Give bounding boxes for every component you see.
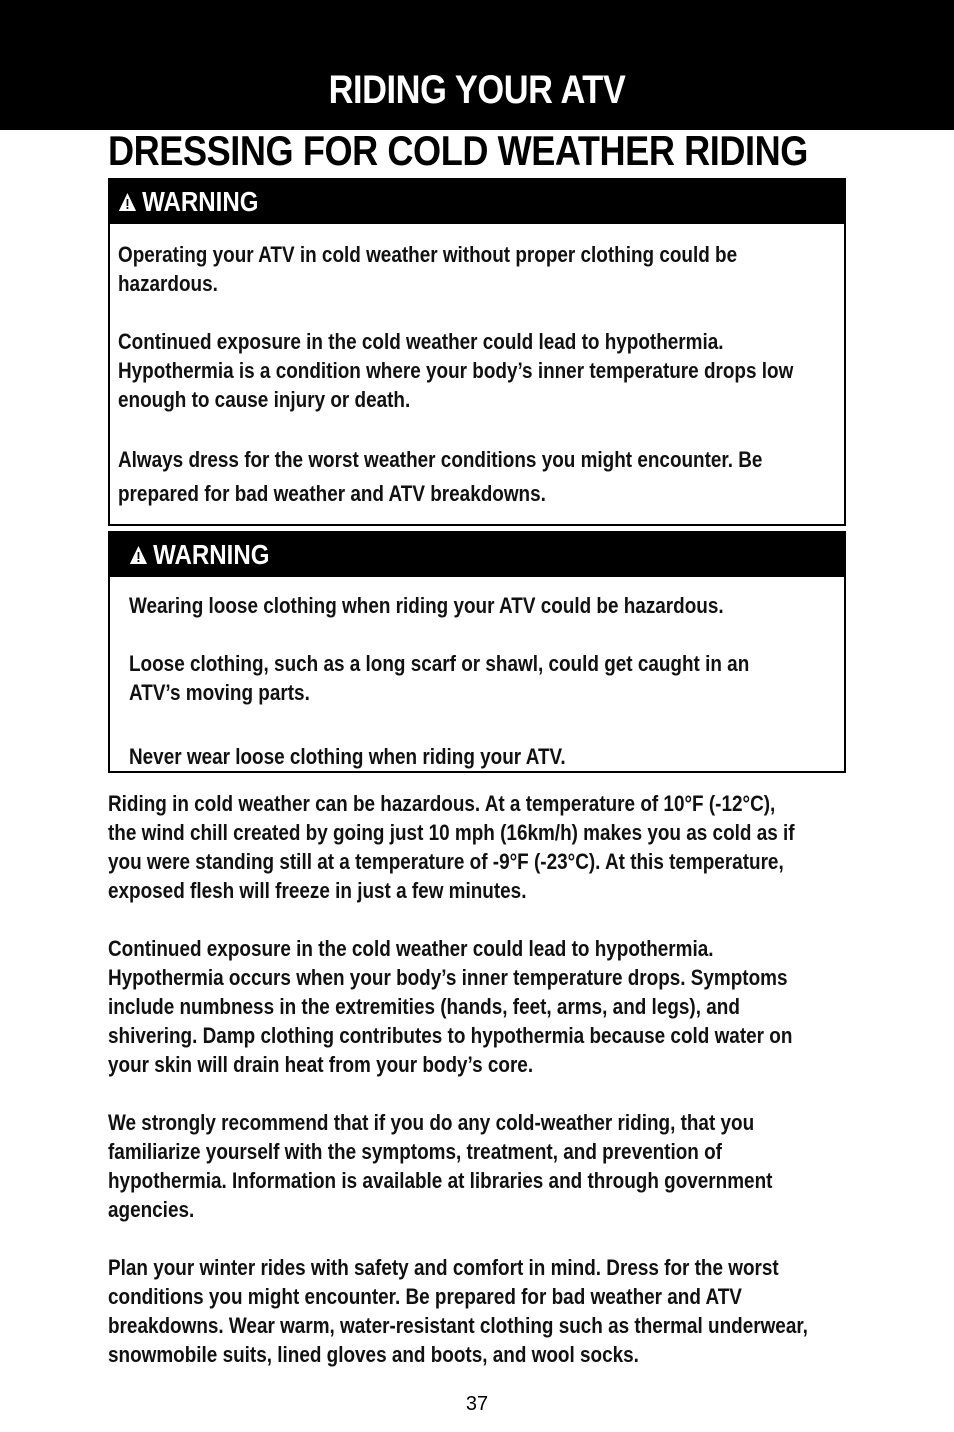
text-line: snowmobile suits, lined gloves and boots, and wool socks.	[108, 1342, 639, 1367]
body-paragraph	[108, 934, 808, 1079]
text-line: Always dress for the worst weather conditions you might encounter. Be	[118, 447, 763, 472]
text-line: familiarize yourself with the symptoms, treatment, and prevention of	[108, 1139, 722, 1164]
warning-header	[110, 533, 844, 577]
text-line: the wind chill created by going just 10 mph (16km/h) makes you as cold as if	[108, 820, 795, 845]
text-line: you were standing still at a temperature of -9°F (-23°C). At this temperature,	[108, 849, 784, 874]
warning-label: WARNING	[153, 539, 270, 570]
warning-header	[110, 180, 844, 224]
text-line: Never wear loose clothing when riding your ATV.	[129, 744, 566, 769]
body-paragraph	[108, 1253, 808, 1369]
warning-paragraph	[129, 591, 744, 620]
text-line: ATV’s moving parts.	[129, 680, 310, 705]
warning-triangle-icon	[118, 192, 137, 212]
section-title: DRESSING FOR COLD WEATHER RIDING	[108, 127, 808, 174]
warning-paragraph	[118, 443, 763, 511]
warning-box-clothing	[108, 178, 846, 526]
warning-paragraph	[129, 742, 744, 771]
body-paragraph	[108, 789, 808, 905]
text-line: Plan your winter rides with safety and comfort in mind. Dress for the worst	[108, 1255, 779, 1280]
text-line: Wearing loose clothing when riding your ATV could be hazardous.	[129, 593, 724, 618]
body-paragraph	[108, 1108, 808, 1224]
text-line: Hypothermia is a condition where your body’s inner temperature drops low	[118, 358, 794, 383]
text-line: exposed flesh will freeze in just a few minutes.	[108, 878, 527, 903]
text-line: shivering. Damp clothing contributes to hypothermia because cold water on	[108, 1023, 793, 1048]
warning-box-loose-clothing	[108, 531, 846, 773]
warning-paragraph	[118, 327, 794, 414]
text-line: Continued exposure in the cold weather could lead to hypothermia.	[108, 936, 714, 961]
text-line: We strongly recommend that if you do any cold-weather riding, that you	[108, 1110, 755, 1135]
warning-paragraph	[118, 240, 742, 298]
text-line: hazardous.	[118, 271, 218, 296]
text-line: hypothermia. Information is available at libraries and through government	[108, 1168, 773, 1193]
text-line: include numbness in the extremities (hands, feet, arms, and legs), and	[108, 994, 740, 1019]
warning-body	[110, 577, 844, 771]
text-line: conditions you might encounter. Be prepared for bad weather and ATV	[108, 1284, 742, 1309]
warning-body	[110, 224, 844, 511]
page-header-title: RIDING YOUR ATV	[328, 68, 626, 112]
text-line: Hypothermia occurs when your body’s inner temperature drops. Symptoms	[108, 965, 788, 990]
text-line: your skin will drain heat from your body’s core.	[108, 1052, 534, 1077]
text-line: Loose clothing, such as a long scarf or shawl, could get caught in an	[129, 651, 750, 676]
text-line: breakdowns. Wear warm, water-resistant clothing such as thermal underwear,	[108, 1313, 808, 1338]
text-line: Continued exposure in the cold weather could lead to hypothermia.	[118, 329, 724, 354]
text-line: prepared for bad weather and ATV breakdowns.	[118, 481, 546, 506]
warning-paragraph	[129, 649, 750, 707]
text-line: enough to cause injury or death.	[118, 387, 411, 412]
main-body-text	[108, 789, 922, 1398]
page-number: 37	[465, 1393, 489, 1415]
text-line: agencies.	[108, 1197, 195, 1222]
warning-triangle-icon	[129, 545, 148, 565]
warning-label: WARNING	[142, 186, 259, 217]
text-line: Operating your ATV in cold weather without proper clothing could be	[118, 242, 738, 267]
text-line: Riding in cold weather can be hazardous. At a temperature of 10°F (-12°C),	[108, 791, 776, 816]
